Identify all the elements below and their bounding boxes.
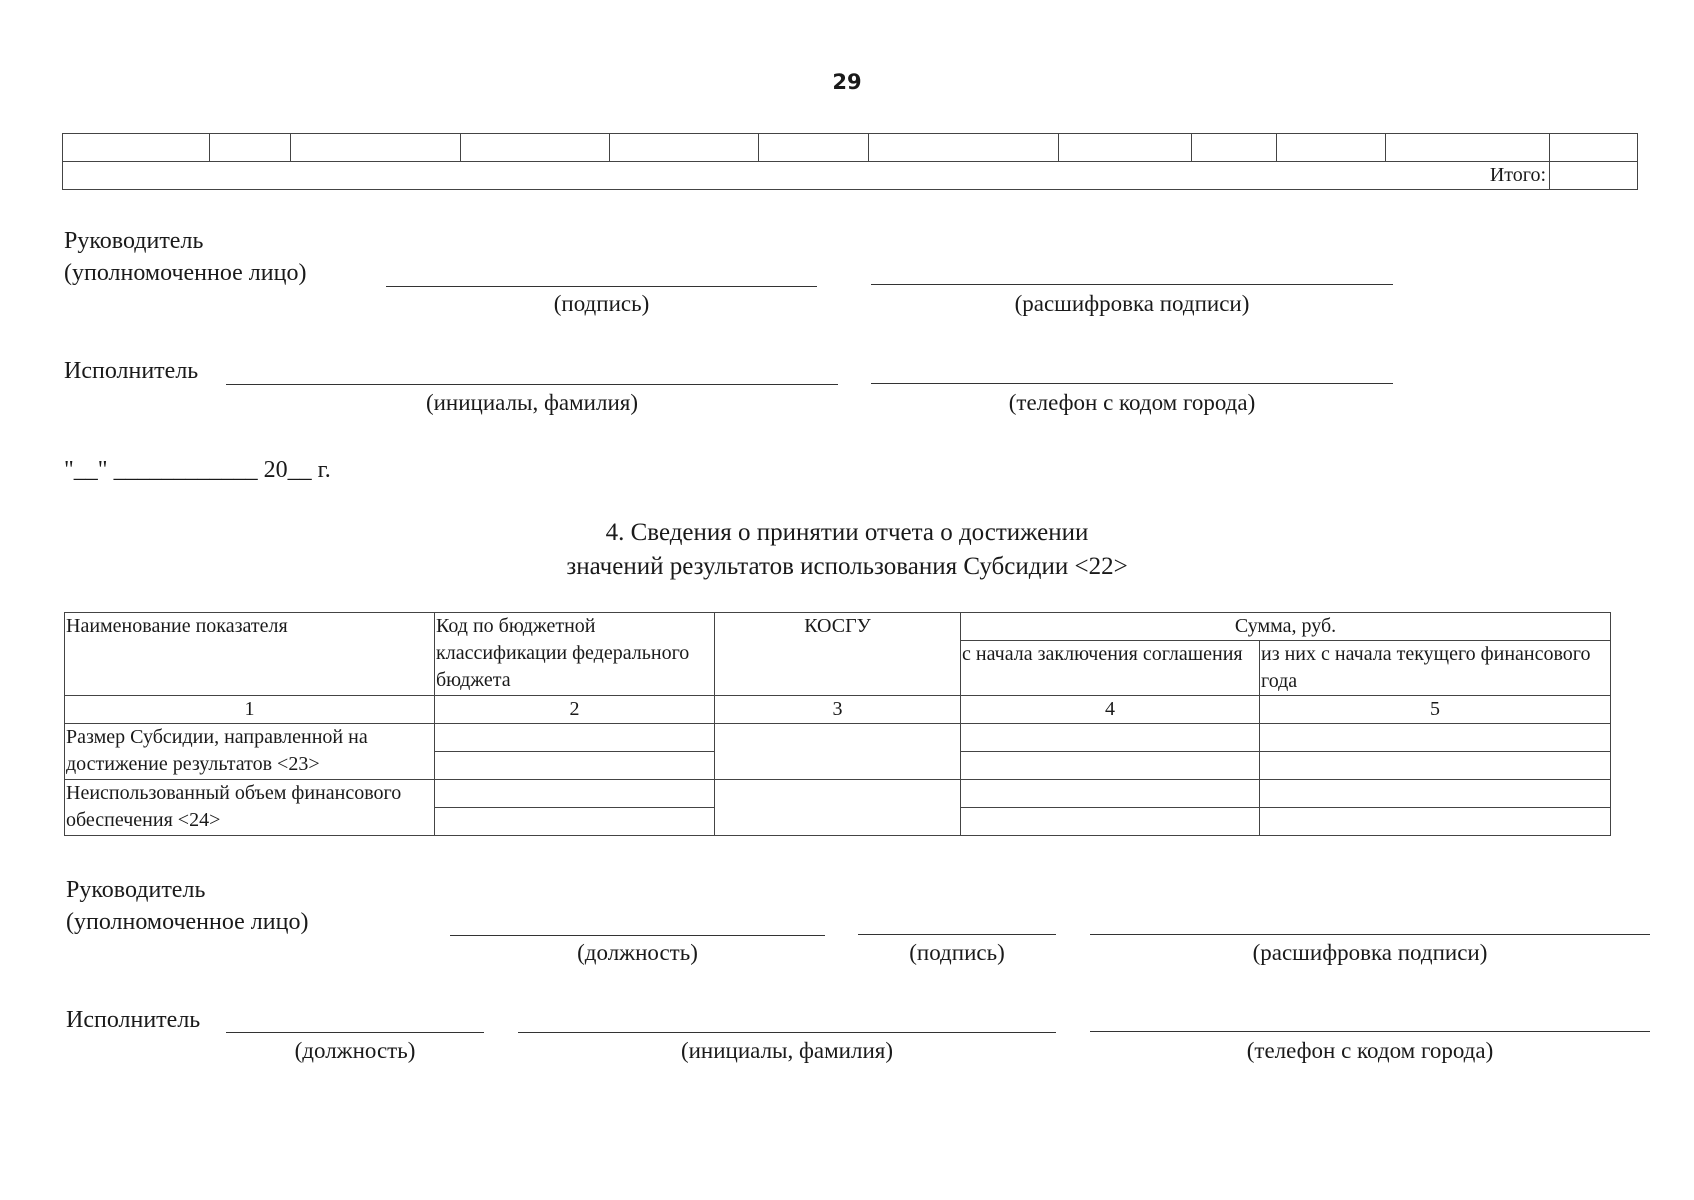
table-cell[interactable] [1192,134,1277,162]
head-role-sublabel: (уполномоченное лицо) [66,909,309,935]
table-cell[interactable] [1260,724,1611,752]
table-cell[interactable] [1277,134,1386,162]
column-number: 2 [435,696,715,724]
column-numbers-row [65,696,1611,724]
table-row [63,134,1638,162]
table-cell[interactable] [1550,134,1638,162]
section-title [0,516,1694,584]
column-number: 1 [65,696,435,724]
table-cell[interactable] [961,808,1260,836]
table-cell[interactable] [1260,780,1611,808]
position-caption: (должность) [577,940,698,965]
signature-decoding-caption: (расшифровка подписи) [1014,291,1250,316]
section-title-line2: значений результатов использования Субсидии <22> [566,553,1128,580]
signature-line[interactable] [386,286,817,287]
table-cell[interactable] [461,134,610,162]
page-number: 29 [832,70,862,94]
row-label-subsidy: Размер Субсидии, направленной на достижение результатов <23> [65,724,435,780]
table-cell[interactable] [435,780,715,808]
table-cell[interactable] [1386,134,1550,162]
head-role-label: Руководитель [64,228,204,254]
table-cell[interactable] [435,752,715,780]
table-cell[interactable] [869,134,1059,162]
executor-label: Исполнитель [64,358,199,384]
head-role-label: Руководитель [66,877,206,903]
column-number: 4 [961,696,1260,724]
total-value-cell[interactable] [1550,162,1638,190]
executor-initials-line[interactable] [518,1032,1056,1033]
executor-initials-line[interactable] [226,384,838,385]
table-cell[interactable] [610,134,759,162]
executor-phone-caption: (телефон с кодом города) [1246,1038,1494,1063]
table-cell[interactable] [1059,134,1192,162]
total-label: Итого: [63,162,1550,190]
table-cell[interactable] [210,134,291,162]
executor-initials-caption: (инициалы, фамилия) [680,1038,894,1063]
executor-position-line[interactable] [226,1032,484,1033]
table-cell[interactable] [961,780,1260,808]
total-row [63,162,1638,190]
executor-label: Исполнитель [66,1007,201,1033]
table-cell[interactable] [759,134,869,162]
signature-caption: (подпись) [553,291,650,316]
signature-caption: (подпись) [909,940,1005,965]
executor-initials-caption: (инициалы, фамилия) [425,390,639,415]
executor-phone-line[interactable] [1090,1031,1650,1032]
date-line[interactable]: "__" ____________ 20__ г. [64,457,331,483]
table-cell[interactable] [435,724,715,752]
section-title-line1: 4. Сведения о принятии отчета о достижении [605,519,1089,546]
table-cell[interactable] [961,752,1260,780]
table-cell[interactable] [1260,808,1611,836]
executor-phone-caption: (телефон с кодом города) [1008,390,1256,415]
header-sum-from-agreement: с начала заключения соглашения [961,641,1260,696]
signature-decoding-line[interactable] [871,284,1393,285]
table-header-row [65,613,1611,641]
signature-line[interactable] [858,934,1056,935]
header-sum: Сумма, руб. [961,613,1611,641]
table-row [65,780,1611,808]
header-code: Код по бюджетной классификации федерального бюджета [435,613,715,696]
signature-decoding-caption: (расшифровка подписи) [1252,940,1488,965]
table-cell[interactable] [435,808,715,836]
header-name: Наименование показателя [65,613,435,696]
table-row [65,724,1611,752]
column-number: 5 [1260,696,1611,724]
acceptance-table [64,612,1611,836]
column-number: 3 [715,696,961,724]
table-cell[interactable] [63,134,210,162]
executor-position-caption: (должность) [294,1038,416,1063]
table-cell[interactable] [715,724,961,780]
position-line[interactable] [450,935,825,936]
header-kosgu: КОСГУ [715,613,961,696]
table-cell[interactable] [961,724,1260,752]
table-cell[interactable] [1260,752,1611,780]
row-label-unused: Неиспользованный объем финансового обеспечения <24> [65,780,435,836]
signature-decoding-line[interactable] [1090,934,1650,935]
head-role-sublabel: (уполномоченное лицо) [64,260,307,286]
executor-phone-line[interactable] [871,383,1393,384]
table-cell[interactable] [291,134,461,162]
continuation-table [62,133,1638,190]
header-sum-current-year: из них с начала текущего финансового года [1260,641,1611,696]
table-cell[interactable] [715,780,961,836]
